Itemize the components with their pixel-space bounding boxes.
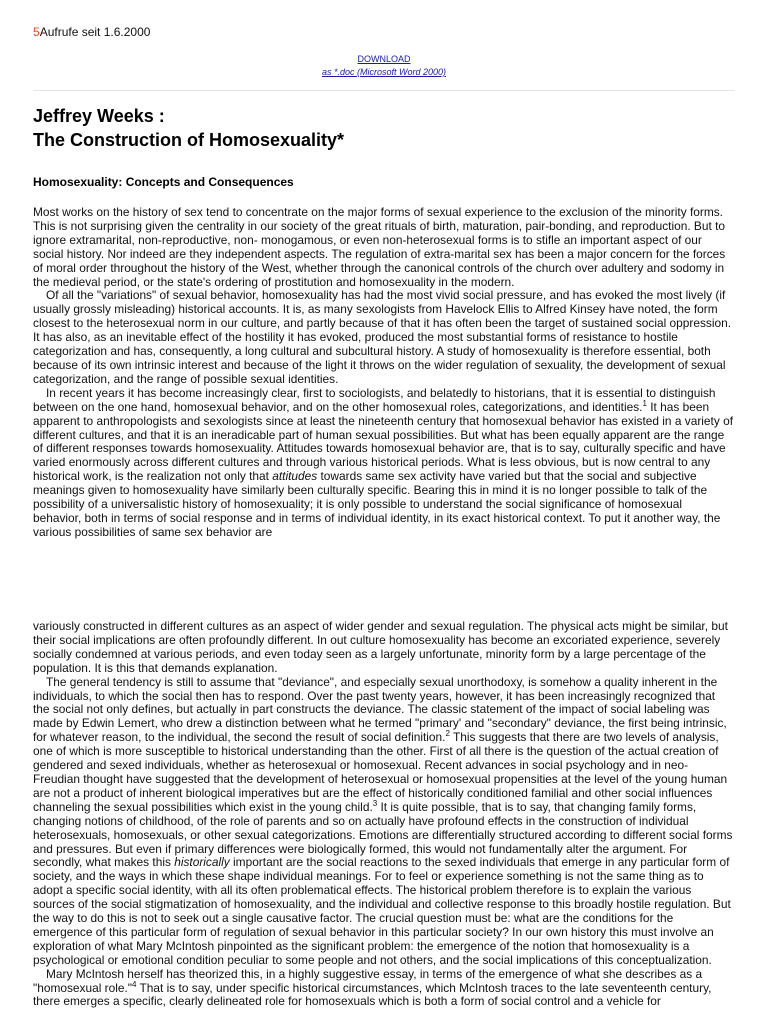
paragraph [33, 676, 733, 968]
text-run: It is quite possible, that is to say, that changing family forms, changing notions of childhood, of the role of parents and so on actually have profound effects in the construction of individual heterosexuals, homosexuals, or other sexual categorizations. Emotions are differentially structured according to different social forms and pressures. But even if primary differences were biologically formed, this would not fundamentally alter the argument. For secondly, what makes this [33, 799, 733, 870]
footnote-ref[interactable]: 2 [445, 729, 450, 739]
text-run: In recent years it has become increasingly clear, first to sociologists, and belatedly to historians, that it is essential to distinguish between on the one hand, homosexual behavior, and on the other homosexual roles, categorizations, and identities. [33, 385, 716, 414]
emphasis: attitudes [272, 469, 318, 484]
author-line: Jeffrey Weeks : [33, 106, 165, 126]
footnote-ref[interactable]: 3 [372, 798, 378, 808]
text-run: The general tendency is still to assume that "deviance", and especially sexual unorthodoxy, is somehow a quality inherent in the individuals, to which the social then has to respond. Over the past twenty years, however, it has been increasingly recognized that the social not only defines, but actually in part constructs the deviance. The classic statement of the impact of social labeling was made by Edwin Lemert, who drew a distinction between what he termed "primary' and "secondary" deviance, the first being intrinsic, for whatever reason, to the individual, the second the result of social definition. [33, 674, 727, 745]
download-link[interactable]: DOWNLOAD [357, 54, 411, 64]
footnote-ref[interactable]: 1 [642, 398, 647, 408]
paragraph: Most works on the history of sex tend to concentrate on the major forms of sexual experience to the exclusion of the minority forms. This is not surprising given the centrality in our society of the great rituals of birth, maturation, pair-bonding, and reproduction. But to ignore extramarital, non-reproductive, non- monogamous, or even non-heterosexual forms is to stifle an important aspect of our social history. Nor indeed are they independent aspects. The regulation of extra-marital sex has been a major concern for the forces of moral order throughout the history of the West, whether through the canonical controls of the church over adultery and sodomy in the medieval period, or the state's ordering of prostitution and homosexuality in the modern. [33, 205, 726, 289]
text-run: towards same sex activity have varied but that the social and subjective meanings given to homosexuality have similarly been culturally specific. Bearing this in mind it is no longer possible to talk of the possibility of a universalistic history of homosexuality; it is only possible to understand the social significance of homosexual behavior, both in terms of social response and in terms of individual identity, in its exact historical context. To put it another way, the various possibilities of same sex behavior are [33, 469, 721, 539]
download-area [0, 53, 768, 79]
visit-counter-label: Aufrufe seit 1.6.2000 [39, 25, 151, 39]
title-line: The Construction of Homosexuality* [33, 130, 345, 150]
text-block-1 [33, 206, 733, 540]
paragraph [33, 387, 733, 540]
text-run: Mary McIntosh herself has theorized this, in a highly suggestive essay, in terms of the emergence of what she describes as a "homosexual role." [33, 966, 703, 995]
text-run: important are the social reactions to the sexed individuals that emerge in any particular form of society, and the ways in which these shape individual meanings. For to feel or experience something is not the same thing as to adopt a specific social identity, with all its often problematical effects. The historical problem therefore is to explain the various sources of the social stigmatization of homosexuality, and the individual and collective response to this broadly hostile regulation. But the way to do this is not to seek out a single causative factor. The crucial question must be: what are the conditions for the emergence of this particular form of regulation of sexual behavior in this particular society? In our own history this must involve an exploration of what Mary McIntosh pinpointed as the significant problem: the emergence of the notion that homosexuality is a psychological or emotional condition peculiar to some people and not others, and the social implications of this conceptualization. [33, 855, 731, 967]
emphasis: historically [174, 855, 230, 870]
page-title [33, 104, 344, 152]
paragraph [33, 968, 733, 1010]
text-run: That is to say, under specific historical circumstances, which McIntosh traces to the late seventeenth century, there emerges a specific, clearly delineated role for homosexuals which is both a form of social control and a vehicle for [33, 980, 712, 1009]
text-run: This suggests that there are two levels of analysis, one of which is more susceptible to historical understanding than the other. First of all there is the question of the actual creation of gendered and sexed individuals, whether as heterosexual or homosexual. Recent advances in social psychology and in neo-Freudian thought have suggested that the development of heterosexual or homosexual propensities at the level of the young human are not a product of inherent biological imperatives but are the effect of historically conditioned familial and other social influences channeling the sexual possibilities which exist in the young child. [33, 730, 728, 814]
footnote-ref[interactable]: 4 [132, 979, 137, 989]
paragraph: Of all the "variations" of sexual behavior, homosexuality has had the most vivid social pressure, and has evoked the most lively (if usually grossly misleading) historical accounts. It is, as many sexologists from Havelock Ellis to Alfred Kinsey have noted, the form closest to the heterosexual norm in our culture, and partly because of that it has often been the target of sustained social oppression. It has also, as an inevitable effect of the hostility it has evoked, produced the most substantial forms of resistance to hostile categorization and has, consequently, a long cultural and subcultural history. A study of homosexuality is therefore essential, both because of its own intrinsic interest and because of the light it throws on the wider regulation of sexuality, the development of sexual categorization, and the range of possible sexual identities. [33, 288, 732, 386]
visit-counter [33, 25, 150, 39]
section-heading: Homosexuality: Concepts and Consequences [33, 175, 294, 189]
paragraph: variously constructed in different cultures as an aspect of wider gender and sexual regulation. The physical acts might be similar, but their social implications are often profoundly different. In out culture homosexuality has become an excoriated experience, severely socially condemned at various periods, and even today seen as a largely unfortunate, minority form by a large percentage of the population. It is this that demands explanation. [33, 619, 728, 675]
text-block-2 [33, 620, 733, 1009]
visit-counter-number: 5 [33, 25, 40, 39]
divider [33, 90, 735, 91]
download-format-link[interactable]: as *.doc (Microsoft Word 2000) [321, 67, 447, 77]
text-run: It has been apparent to anthropologists and sexologists since at least the nineteenth century that homosexual behavior has existed in a variety of different cultures, and that it is an ineradicable part of human sexual possibilities. But what has been equally apparent are the range of different responses towards homosexuality. Attitudes towards homosexual behavior are, that is to say, culturally specific and have varied enormously across different cultures and through various historical periods. What is less obvious, but is now central to any historical work, is the realization not only that [33, 399, 733, 484]
